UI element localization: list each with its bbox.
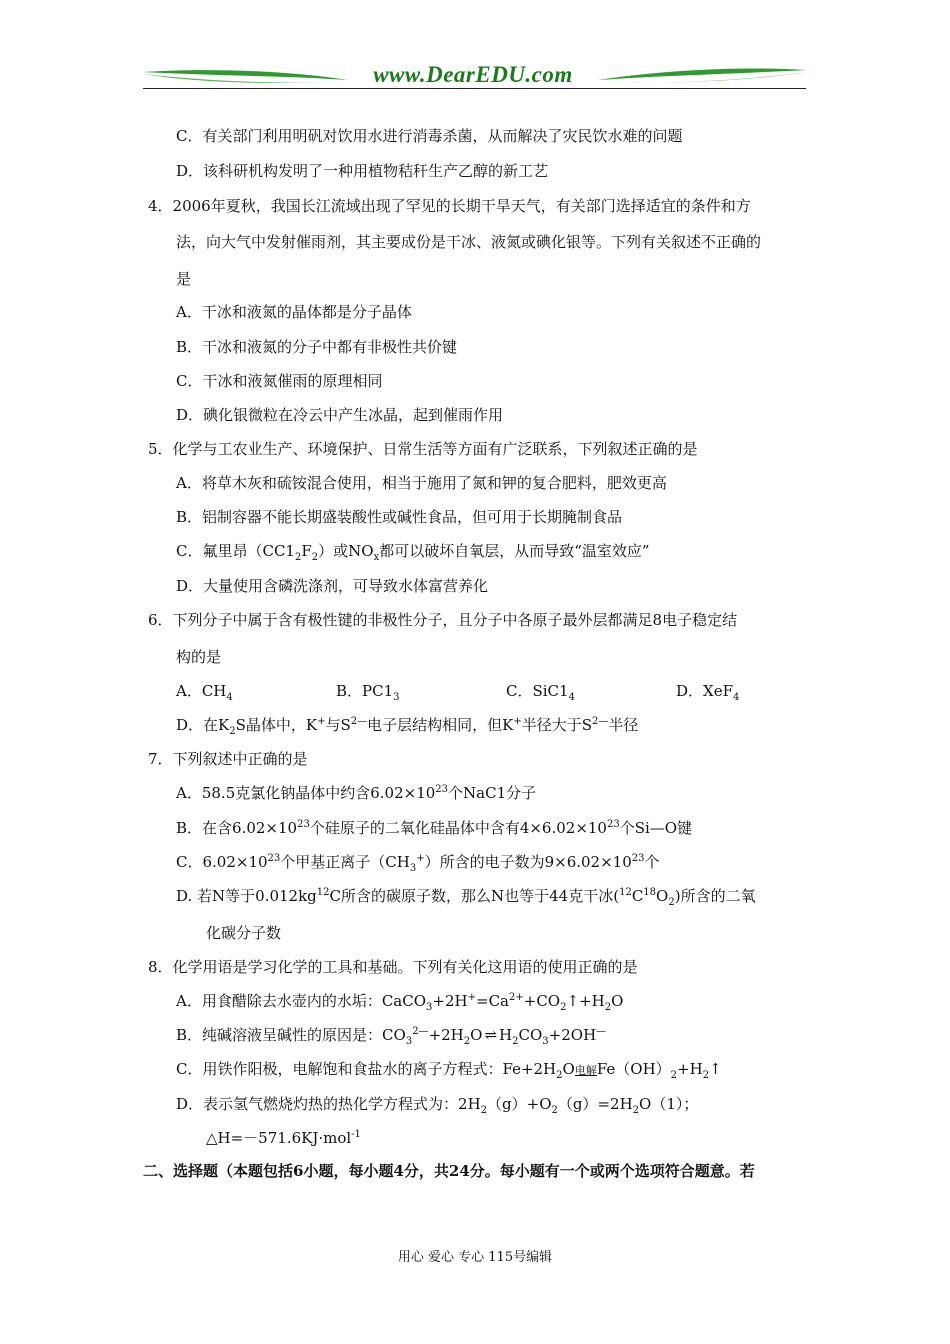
subscript: 2 [702, 1070, 710, 1081]
q8-option-c [176, 1059, 722, 1081]
text: +2OH [548, 1026, 597, 1044]
text: 电子层结构相同，但K [367, 716, 514, 734]
q5-stem: 5．化学与工农业生产、环境保护、日常生活等方面有广泛联系，下列叙述正确的是 [148, 440, 698, 458]
q7-option-d [176, 886, 756, 906]
q6-option-d [676, 681, 739, 701]
subscript: 3 [393, 692, 400, 703]
text: A．58.5克氯化钠晶体中约含6.02×10 [176, 784, 436, 802]
q4-option-b: B．干冰和液氮的分子中都有非极性共价键 [176, 338, 458, 356]
superscript: + [317, 716, 326, 727]
q6-option-extra [176, 715, 638, 735]
subscript: 4 [733, 692, 740, 703]
text: B．在含6.02×10 [176, 819, 298, 837]
text: +2H [432, 992, 468, 1010]
text: C．氟里昂（CC1 [176, 542, 295, 560]
text: =Ca [476, 992, 509, 1010]
text: CO [518, 1026, 543, 1044]
superscript: 23 [606, 819, 620, 830]
page-header [143, 62, 806, 92]
q5-option-b: B．铝制容器不能长期盛装酸性或碱性食品，但可用于长期腌制食品 [176, 508, 623, 526]
text: F [301, 542, 312, 560]
text: H [499, 1026, 513, 1044]
q8-stem: 8．化学用语是学习化学的工具和基础。下列有关化这用语的使用正确的是 [148, 958, 638, 976]
subscript: 2 [604, 1002, 612, 1013]
q8-option-a [176, 991, 623, 1011]
q8-option-d [176, 1094, 698, 1114]
q5-option-c [176, 541, 650, 561]
subscript: 2 [551, 1105, 558, 1116]
q7-stem: 7．下列叙述中正确的是 [148, 750, 308, 768]
text: B．纯碱溶液呈碱性的原因是：CO [176, 1026, 406, 1044]
subscript: 2 [556, 1070, 563, 1081]
text: 半径大于S [521, 716, 593, 734]
q3-option-d: D．该科研机构发明了一种用植物秸秆生产乙醇的新工艺 [176, 162, 549, 180]
text: C [631, 887, 644, 905]
q5-option-a: A．将草木灰和硫铵混合使用，相当于施用了氮和钾的复合肥料，肥效更高 [176, 474, 667, 492]
text: D．在K [176, 716, 230, 734]
subscript: 2 [311, 552, 319, 563]
superscript: — [596, 1026, 607, 1037]
text: 个甲基正离子（CH [280, 853, 410, 871]
q7-option-b [176, 818, 692, 838]
q4-stem-line2: 法，向大气中发射催雨剂，其主要成份是干冰、液氮或碘化银等。下列有关叙述不正确的 [176, 233, 762, 251]
subscript: 3 [409, 863, 417, 874]
superscript: + [467, 992, 476, 1003]
text: O（1）； [639, 1095, 699, 1113]
subscript: 2 [668, 897, 675, 908]
subscript: 4 [568, 692, 575, 703]
q6-option-a [176, 681, 233, 701]
subscript: 3 [405, 1036, 413, 1047]
text: 半径 [608, 716, 639, 734]
subscript: 2 [512, 1036, 519, 1047]
text: ↑ [709, 1060, 722, 1078]
text: )所含的二氧 [674, 887, 756, 905]
text: +2H [428, 1026, 464, 1044]
q8-option-d-cont [206, 1128, 361, 1148]
text: 个 [644, 853, 660, 871]
text: （g）=2H [557, 1095, 633, 1113]
section-two-heading: 二、选择题（本题包括6小题，每小题4分，共24分。每小题有一个或两个选项符合题意。若 [143, 1162, 755, 1180]
superscript: 2— [350, 716, 368, 727]
superscript: + [513, 716, 522, 727]
subscript: 2 [632, 1105, 640, 1116]
text: ）或NO [318, 542, 374, 560]
text: 个硅原子的二氧化硅晶体中含有4×6.02×10 [309, 819, 607, 837]
subscript: 3 [542, 1036, 549, 1047]
text: ）所含的电子数为9×6.02×10 [424, 853, 632, 871]
text: D. 若N等于0.012kg [176, 887, 317, 905]
electrolysis-label: 电解 [574, 1064, 597, 1077]
text: O [562, 1060, 575, 1078]
subscript: 4 [226, 692, 233, 703]
text: D．XeF [676, 682, 733, 700]
superscript: 12 [316, 887, 330, 898]
q4-option-a: A．干冰和液氮的晶体都是分子晶体 [176, 303, 412, 321]
header-brand[interactable]: www.DearEDU.com [373, 62, 573, 87]
superscript: 2+ [509, 992, 524, 1003]
text: C．6.02×10 [176, 853, 268, 871]
text: ↑+H [566, 992, 605, 1010]
text: C．SiC1 [506, 682, 569, 700]
q6-option-b [336, 681, 400, 701]
text: O [611, 992, 624, 1010]
q8-option-b [176, 1025, 606, 1045]
text: B．PC1 [336, 682, 394, 700]
subscript: 3 [426, 1002, 433, 1013]
q5-option-d: D．大量使用含磷洗涤剂，可导致水体富营养化 [176, 577, 489, 595]
q7-option-d-cont: 化碳分子数 [206, 924, 282, 942]
q7-option-c [176, 852, 660, 872]
subscript: 2 [463, 1036, 471, 1047]
text: C．用铁作阳极，电解饱和食盐水的离子方程式：Fe+2H [176, 1060, 557, 1078]
q6-stem-line2: 构的是 [176, 648, 222, 666]
text: 个Si—O键 [619, 819, 693, 837]
text: △H=－571.6KJ·mol [206, 1129, 352, 1147]
superscript: -1 [351, 1129, 361, 1140]
q4-stem-line1: 4．2006年夏秋，我国长江流域出现了罕见的长期干旱天气，有关部门选择适宜的条件和方 [148, 197, 751, 215]
superscript: 23 [631, 853, 645, 864]
text: +CO [523, 992, 561, 1010]
text: 都可以破坏自氧层，从而导致“温室效应” [379, 542, 650, 560]
text: D．表示氢气燃烧灼热的热化学方程式为：2H [176, 1095, 481, 1113]
text: O [470, 1026, 483, 1044]
text: （g）+O [487, 1095, 552, 1113]
equilibrium-arrow: ⇌ [484, 1026, 498, 1044]
subscript: 2 [229, 726, 236, 737]
q3-option-c: C．有关部门利用明矾对饮用水进行消毒杀菌，从而解决了灾民饮水难的问题 [176, 127, 683, 145]
text: 个NaC1分子 [448, 784, 537, 802]
superscript: 23 [297, 819, 310, 830]
page-footer: 用心 爱心 专心 115号编辑 [397, 1250, 553, 1265]
text: Fe（OH） [596, 1060, 671, 1078]
header-rule [143, 88, 806, 89]
subscript: 2 [670, 1070, 678, 1081]
text: A．CH [176, 682, 227, 700]
text: A．用食醋除去水壶内的水垢：CaCO [176, 992, 427, 1010]
q7-option-a [176, 783, 536, 803]
superscript: + [416, 853, 425, 864]
superscript: 2— [412, 1026, 429, 1037]
subscript: x [373, 552, 380, 563]
superscript: 2— [592, 716, 609, 727]
text: 与S [325, 716, 351, 734]
text: O [656, 887, 669, 905]
text: S晶体中，K [235, 716, 318, 734]
subscript: 2 [560, 1002, 567, 1013]
text: +H [677, 1060, 703, 1078]
q6-option-c [506, 681, 575, 701]
subscript: 2 [480, 1105, 488, 1116]
q4-option-d: D．碘化银微粒在冷云中产生冰晶，起到催雨作用 [176, 406, 504, 424]
superscript: 23 [435, 784, 449, 795]
text: C所含的碳原子数，那么N也等于44克干冰( [329, 887, 620, 905]
superscript: 12 [619, 887, 632, 898]
superscript: 23 [267, 853, 281, 864]
q6-stem-line1: 6．下列分子中属于含有极性键的非极性分子，且分子中各原子最外层都满足8电子稳定结 [148, 611, 738, 629]
q4-option-c: C．干冰和液氮催雨的原理相同 [176, 372, 383, 390]
subscript: 2 [294, 552, 302, 563]
q4-stem-line3: 是 [176, 270, 192, 288]
superscript: 18 [643, 887, 657, 898]
